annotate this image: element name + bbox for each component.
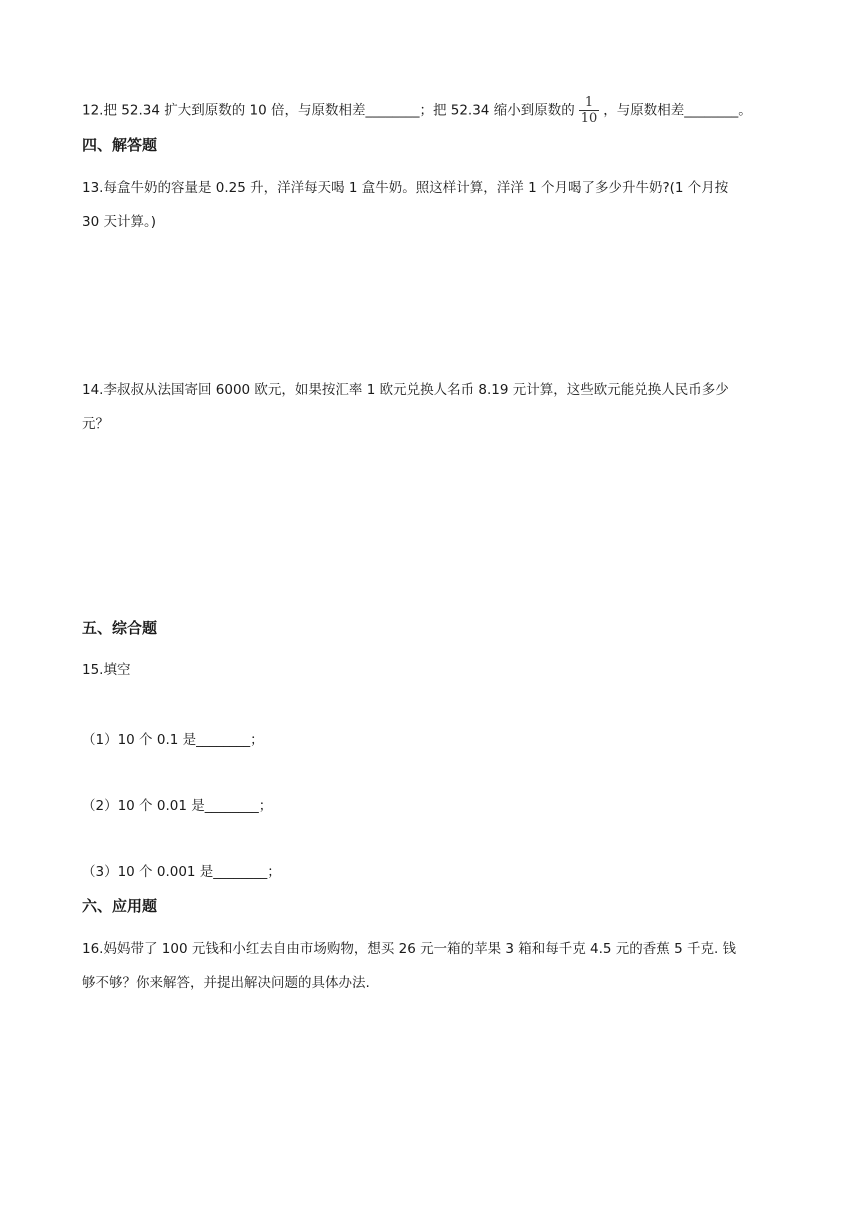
fraction-denominator: 10 <box>580 111 598 126</box>
question-13-line-2: 30 天计算。) <box>82 214 156 230</box>
section-5-heading: 五、综合题 <box>82 619 158 637</box>
question-15-item-2: （2）10 个 0.01 是________； <box>82 798 273 814</box>
question-15-title: 15.填空 <box>82 662 131 678</box>
question-13-line-1: 13.每盒牛奶的容量是 0.25 升，洋洋每天喝 1 盒牛奶。照这样计算，洋洋 1 个月喝了多少升牛奶?(1 个月按 <box>82 180 729 196</box>
question-12 <box>82 96 752 125</box>
question-12-text-part1: 12.把 52.34 扩大到原数的 10 倍，与原数相差________；把 52.34 缩小到原数的 <box>82 102 575 119</box>
question-15-item-3: （3）10 个 0.001 是________； <box>82 864 281 880</box>
question-16-line-1: 16.妈妈带了 100 元钱和小红去自由市场购物，想买 26 元一箱的苹果 3 箱和每千克 4.5 元的香蕉 5 千克. 钱 <box>82 941 737 957</box>
fraction-one-tenth <box>579 96 600 125</box>
section-6-heading: 六、应用题 <box>82 897 158 915</box>
fraction-numerator: 1 <box>584 95 594 110</box>
section-4-heading: 四、解答题 <box>82 136 158 154</box>
question-14-line-2: 元？ <box>82 416 109 432</box>
question-16-line-2: 够不够？你来解答，并提出解决问题的具体办法. <box>82 975 370 991</box>
question-15-item-1: （1）10 个 0.1 是________； <box>82 732 264 748</box>
question-14-line-1: 14.李叔叔从法国寄回 6000 欧元，如果按汇率 1 欧元兑换人名币 8.19 元计算，这些欧元能兑换人民币多少 <box>82 382 729 398</box>
question-12-text-part2: ，与原数相差________。 <box>603 102 752 119</box>
